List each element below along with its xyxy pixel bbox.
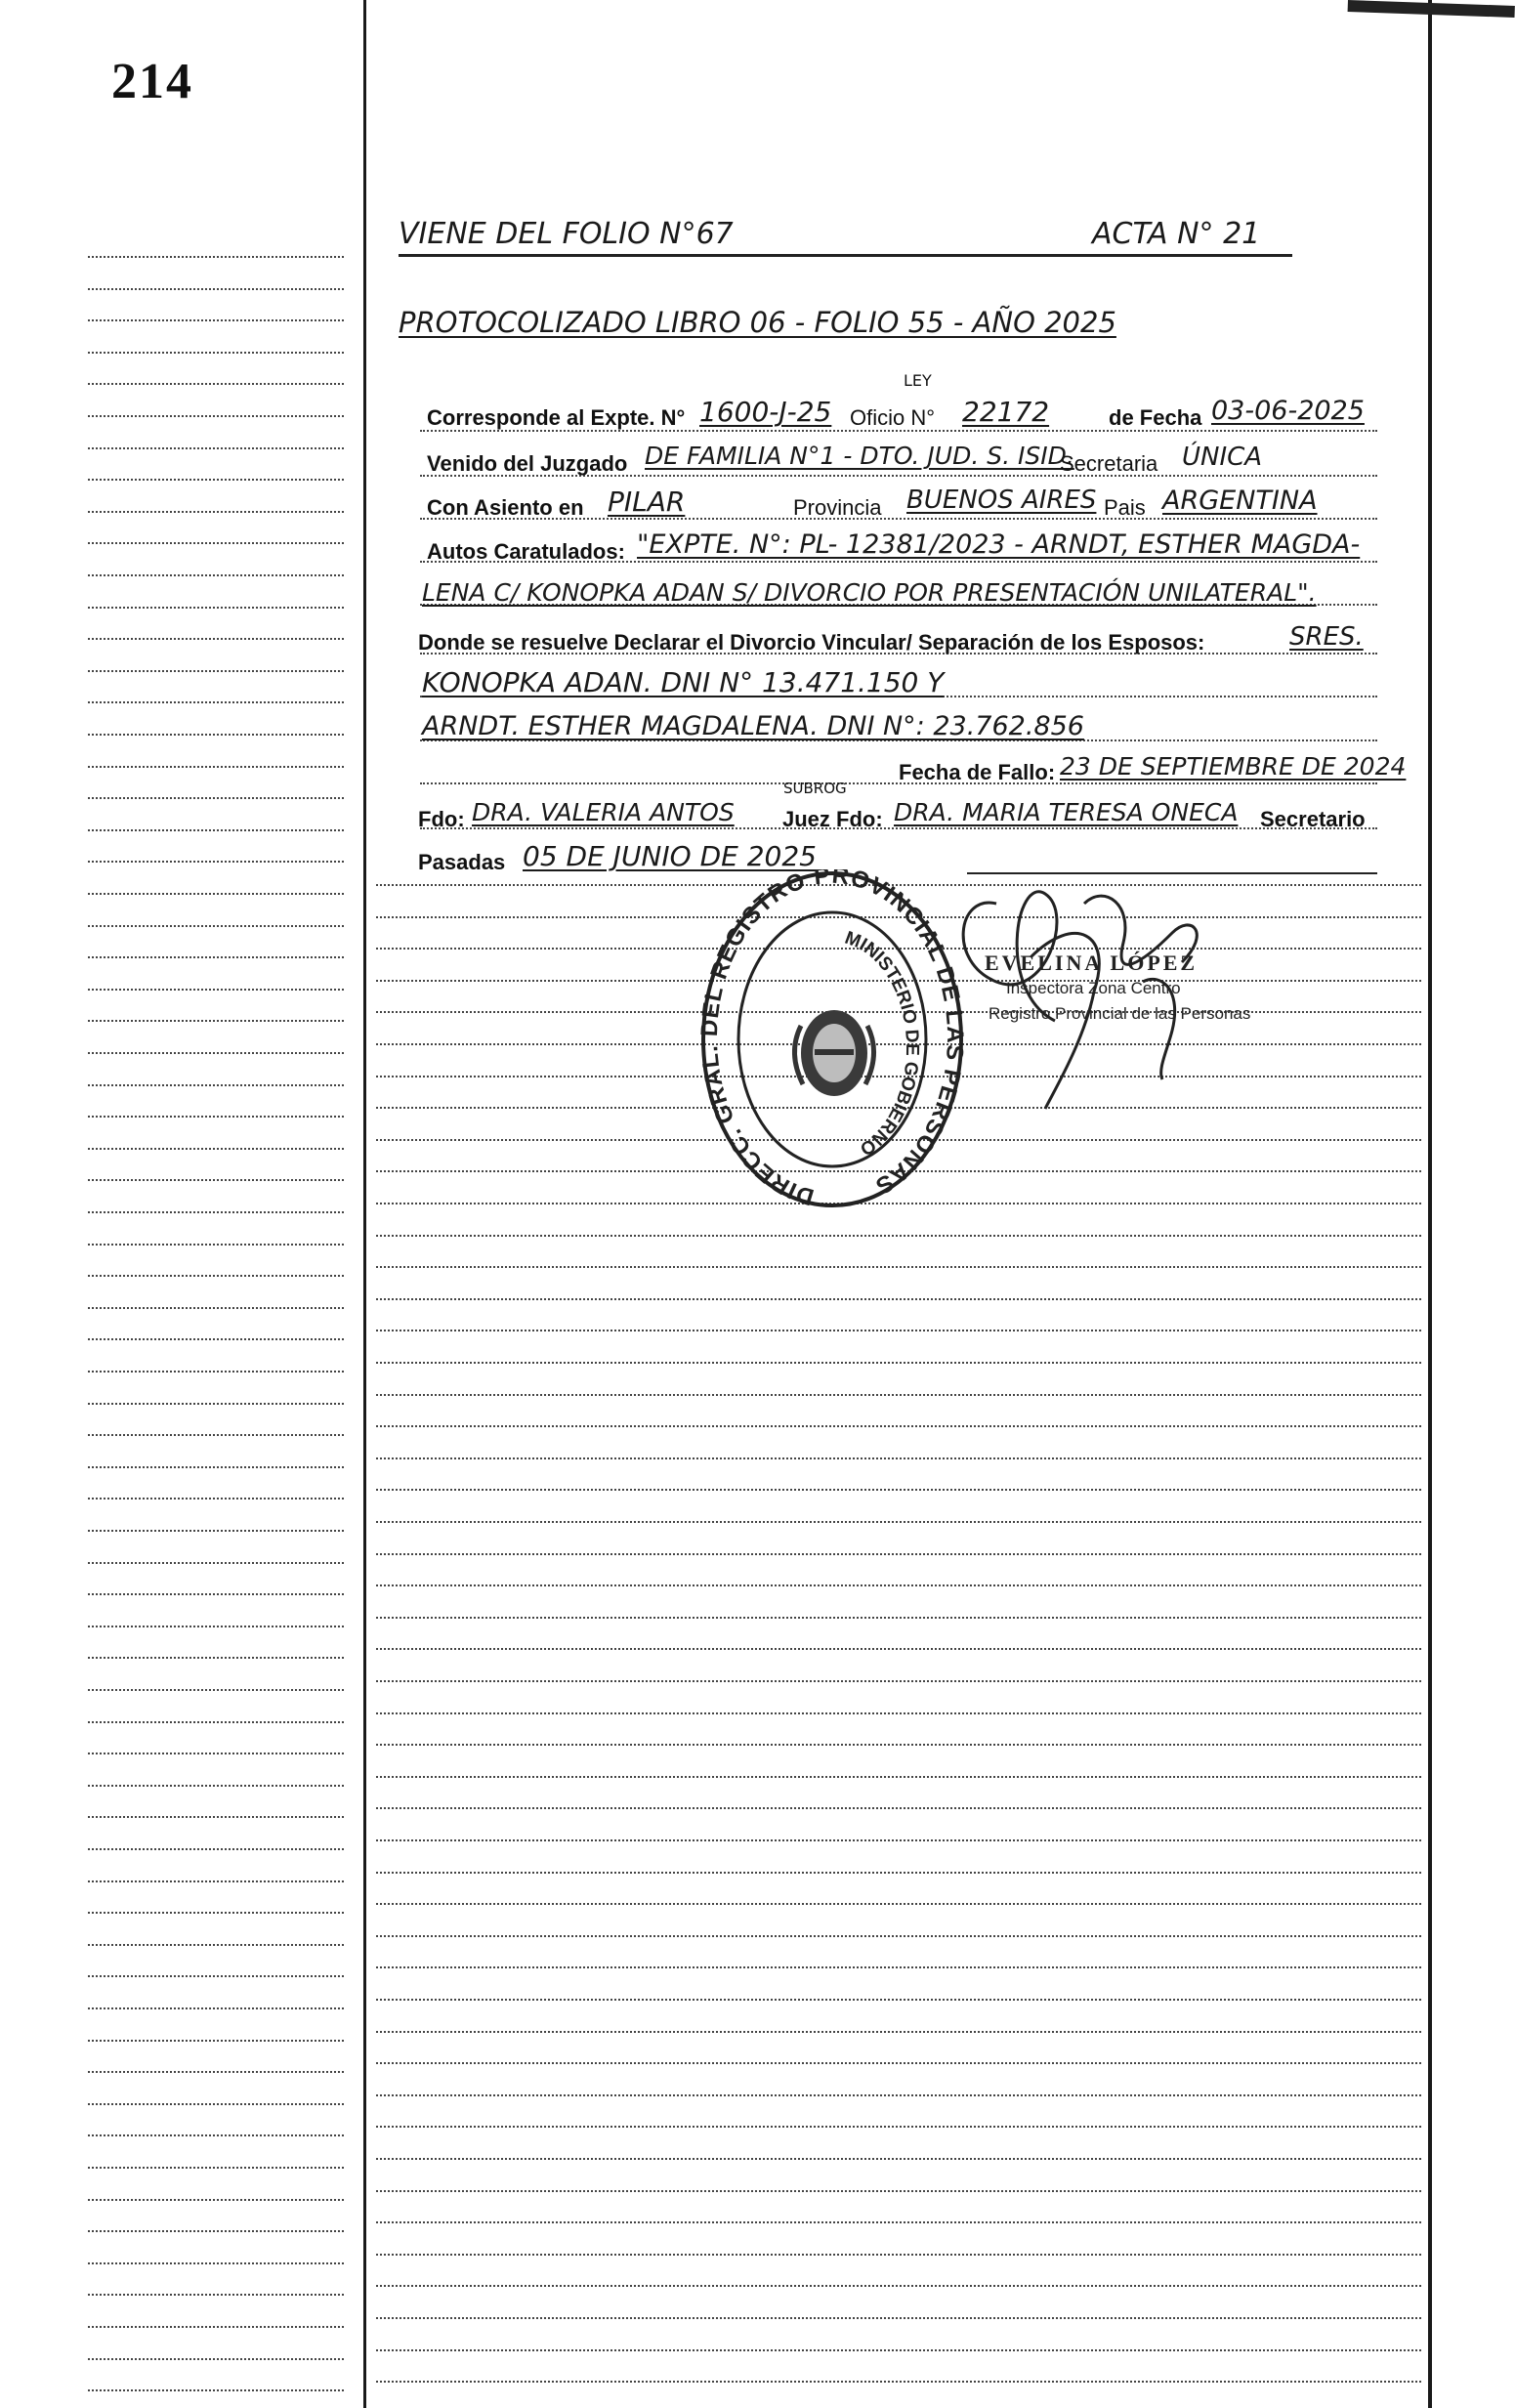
acta-number: ACTA N° 21	[1092, 217, 1261, 251]
juez-value: DRA. MARIA TERESA ONECA	[894, 798, 1239, 826]
page-rule-line	[376, 1776, 1421, 1778]
esposos-value-3: ARNDT. ESTHER MAGDALENA. DNI N°: 23.762.856	[422, 711, 1084, 741]
secretaria-label: Secretaria	[1060, 451, 1158, 476]
coat-of-arms-icon	[794, 1010, 873, 1096]
page-rule-line	[376, 1935, 1421, 1937]
page-rule-line	[376, 1394, 1421, 1396]
esposos-value-2: KONOPKA ADAN. DNI N° 13.471.150 Y	[422, 666, 945, 698]
page-rule-line	[376, 1999, 1421, 2001]
autos-value-2: LENA C/ KONOPKA ADAN S/ DIVORCIO POR PRESENTACIÓN UNILATERAL".	[422, 578, 1317, 607]
signature-role: Inspectora Zona Centro	[1006, 979, 1181, 997]
page-rule-line	[376, 1521, 1421, 1523]
juez-label: Juez Fdo:	[782, 807, 883, 831]
stamp-ring-text: DIRECC. GRAL EL REGISTRO PROVINCIAL DE L PERSONAS	[699, 869, 965, 1209]
autos-value-1: "EXPTE. N°: PL- 12381/2023 - ARNDT, ESTHER MAGDA-	[637, 529, 1361, 560]
fdo-label: Fdo:	[418, 807, 465, 831]
resuelve-label: Donde se resuelve Declarar el Divorcio Vincular/ Separación de los Esposos:	[418, 630, 1205, 655]
subrog-note: SUBROG	[783, 780, 847, 797]
page-rule-line	[376, 1362, 1421, 1364]
page-rule-line	[376, 2126, 1421, 2128]
page-rule-line	[376, 2381, 1421, 2383]
provincia-label: Provincia	[793, 495, 882, 520]
oficio-label: Oficio N°	[850, 405, 936, 430]
page-rule-line	[376, 1266, 1421, 1268]
fdo-value: DRA. VALERIA ANTOS	[472, 798, 735, 826]
pasadas-label: Pasadas	[418, 850, 506, 874]
asiento-value: PILAR	[608, 486, 686, 518]
page-rule-line	[376, 2062, 1421, 2064]
fallo-label: Fecha de Fallo:	[899, 760, 1056, 784]
asiento-label: Con Asiento en	[427, 495, 584, 520]
viene-del-folio: VIENE DEL FOLIO N°67	[399, 217, 734, 251]
juzgado-value: DE FAMILIA N°1 - DTO. JUD. S. ISID.	[645, 442, 1074, 470]
secretaria-value: ÚNICA	[1182, 443, 1263, 472]
signature-name: EVELINA LÓPEZ	[985, 951, 1199, 975]
fecha-label: de Fecha	[1109, 405, 1202, 430]
protocolizado: PROTOCOLIZADO LIBRO 06 - FOLIO 55 - AÑO 2025	[399, 306, 1116, 339]
ley-note: LEY	[904, 371, 932, 390]
page-rule-line	[376, 2285, 1421, 2287]
page-rule-line	[376, 2254, 1421, 2256]
page-rule-line	[376, 1330, 1421, 1331]
page-rule-line	[376, 1744, 1421, 1746]
page-rule-line	[376, 2190, 1421, 2192]
provincia-value: BUENOS AIRES	[906, 486, 1097, 515]
page-rule-line	[376, 1617, 1421, 1619]
page-rule-line	[376, 2317, 1421, 2319]
page-rule-line	[376, 2031, 1421, 2033]
venido-label: Venido del Juzgado	[427, 451, 628, 476]
page-rule-line	[376, 1298, 1421, 1300]
page-rule-line	[376, 1712, 1421, 1714]
pais-value: ARGENTINA	[1162, 486, 1318, 516]
form-rule-line	[420, 827, 1377, 829]
page-rule-line	[376, 1807, 1421, 1809]
pais-label: Pais	[1104, 495, 1146, 520]
page-rule-line	[376, 1872, 1421, 1874]
fecha-value: 03-06-2025	[1211, 396, 1365, 426]
page-rule-line	[376, 1839, 1421, 1841]
corresponde-label: Corresponde al Expte. N°	[427, 405, 686, 430]
page-rule-line	[376, 1903, 1421, 1905]
page-rule-line	[376, 2094, 1421, 2096]
page-rule-line	[376, 2221, 1421, 2223]
stamp-inner-text: MINISTERIO DE GOBIERNO	[842, 927, 923, 1160]
header-underline	[399, 254, 1292, 257]
signature	[938, 874, 1260, 1119]
autos-label: Autos Caratulados:	[427, 539, 625, 564]
official-stamp	[699, 869, 965, 1209]
expte-value: 1600-J-25	[699, 396, 832, 428]
page-rule-line	[376, 1457, 1421, 1459]
page-rule-line	[376, 1489, 1421, 1491]
signature-office: Registro Provincial de las Personas	[989, 1004, 1251, 1023]
fallo-value: 23 DE SEPTIEMBRE DE 2024	[1060, 752, 1407, 781]
page-rule-line	[376, 1235, 1421, 1237]
page-rule-line	[376, 2349, 1421, 2351]
page-rule-line	[376, 1966, 1421, 1968]
pasadas-value: 05 DE JUNIO DE 2025	[523, 840, 817, 872]
secretario-label: Secretario	[1260, 807, 1366, 831]
oficio-value: 22172	[962, 396, 1050, 428]
esposos-value-1: SRES.	[1289, 622, 1364, 652]
page-rule-line	[376, 1553, 1421, 1555]
page-rule-line	[376, 1584, 1421, 1586]
page-rule-line	[376, 1648, 1421, 1650]
page-rule-line	[376, 2158, 1421, 2160]
page-rule-line	[376, 1680, 1421, 1682]
page-rule-line	[376, 1425, 1421, 1427]
page-number: 214	[111, 54, 193, 109]
